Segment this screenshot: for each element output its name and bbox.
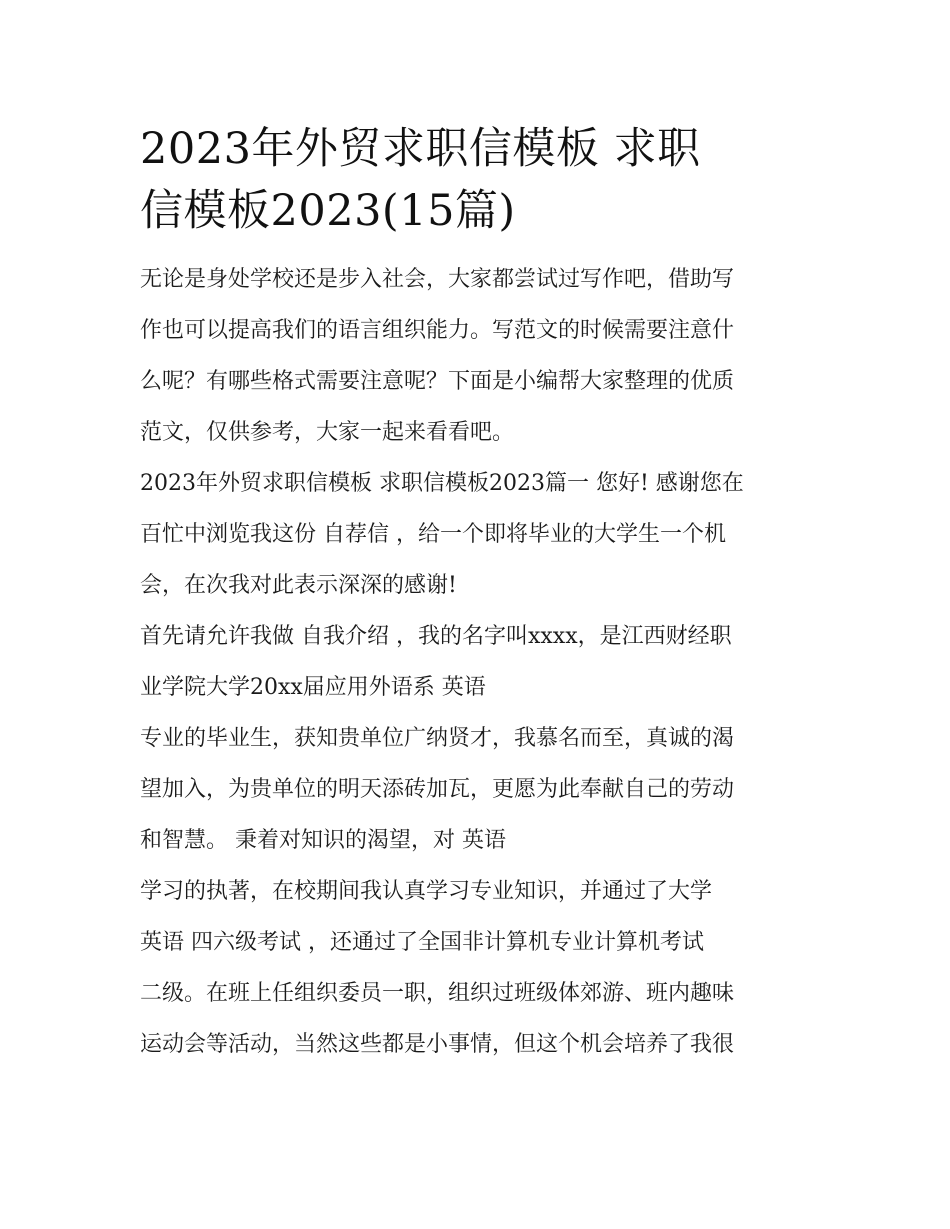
title-line-2: 信模板2023(15篇) — [140, 186, 516, 236]
greeting-paragraph: 2023年外贸求职信模板 求职信模板2023篇一 您好! 感谢您在 百忙中浏览我这份 自荐信 ，给一个即将毕业的大学生一个机 会，在次我对此表示深深的感谢! — [140, 471, 744, 598]
study-paragraph: 学习的执著，在校期间我认真学习专业知识，并通过了大学 英语 四六级考试 ，还通过了全国非计算机专业计算机考试 二级。在班上任组织委员一职，组织过班级体郊游、班内趣味 运动会等活动，当然这些都是小事情，但这个机会培养了我很 — [140, 879, 735, 1057]
motivation-paragraph: 专业的毕业生，获知贵单位广纳贤才，我慕名而至，真诚的渴 望加入，为贵单位的明天添砖加瓦，更愿为此奉献自己的劳动 和智慧。 秉着对知识的渴望，对 英语 — [140, 726, 735, 853]
title-line-1: 2023年外贸求职信模板 求职 — [140, 124, 701, 174]
document-title — [140, 118, 820, 242]
intro-paragraph: 无论是身处学校还是步入社会，大家都尝试过写作吧，借助写 作也可以提高我们的语言组织能力。写范文的时候需要注意什 么呢？有哪些格式需要注意呢？下面是小编帮大家整理的优质 范文，仅供参考，大家一起来看看吧。 — [140, 267, 735, 445]
document-body — [140, 118, 820, 1070]
self-intro-paragraph: 首先请允许我做 自我介绍 ，我的名字叫xxxx，是江西财经职 业学院大学20xx届应用外语系 英语 — [140, 624, 732, 700]
